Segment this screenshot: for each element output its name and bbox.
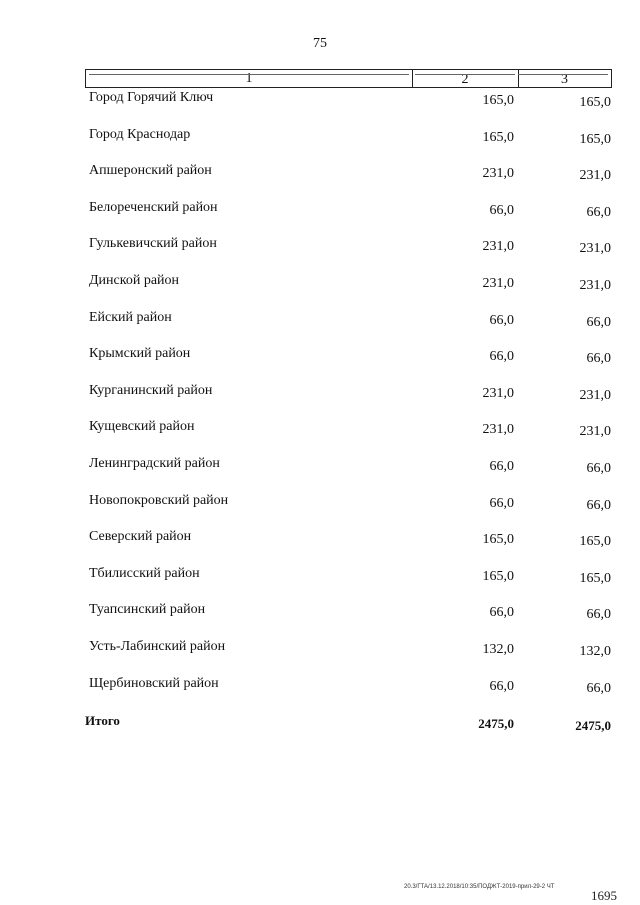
value-col3: 231,0 — [579, 241, 611, 257]
value-col2: 231,0 — [482, 276, 514, 291]
district-name: Курганинский район — [89, 382, 213, 398]
page-number: 75 — [313, 36, 327, 51]
district-name: Гулькевичский район — [89, 236, 217, 252]
district-name: Динской район — [89, 273, 180, 288]
table-row — [0, 90, 640, 112]
district-name: Ленинградский район — [89, 456, 220, 471]
district-name: Щербиновский район — [89, 675, 219, 691]
column-header-2 — [412, 70, 519, 87]
value-col3: 231,0 — [579, 387, 611, 403]
value-col2: 231,0 — [482, 166, 514, 182]
value-col2: 165,0 — [482, 568, 514, 584]
district-name: Усть-Лабинский район — [89, 639, 226, 654]
table-row — [0, 419, 640, 441]
table-row — [0, 200, 640, 222]
district-name: Ейский район — [89, 309, 172, 325]
district-name: Белореченский район — [89, 199, 218, 215]
column-header-1-label: 1 — [245, 71, 253, 86]
district-name: Тбилисский район — [89, 565, 200, 581]
value-col3: 165,0 — [579, 131, 611, 147]
district-name: Кущевский район — [89, 419, 195, 435]
district-name: Северский район — [89, 529, 192, 545]
district-name: Город Краснодар — [89, 126, 191, 142]
value-col2: 165,0 — [482, 532, 514, 548]
value-col3: 231,0 — [579, 278, 611, 293]
column-header-1 — [86, 70, 413, 87]
table-row — [0, 456, 640, 478]
district-name: Крымский район — [89, 346, 191, 362]
value-col3: 66,0 — [586, 314, 611, 330]
value-col2: 165,0 — [482, 129, 514, 145]
value-col3: 165,0 — [579, 95, 611, 110]
value-col3: 165,0 — [579, 570, 611, 586]
table-row — [0, 529, 640, 551]
total-value-col3: 2475,0 — [575, 717, 611, 733]
table-row — [0, 236, 640, 258]
district-name: Город Горячий Ключ — [89, 90, 214, 105]
value-col2: 165,0 — [482, 93, 514, 108]
table-row — [0, 383, 640, 405]
district-name: Туапсинский район — [89, 602, 206, 618]
value-col3: 66,0 — [586, 461, 611, 476]
value-col2: 66,0 — [489, 459, 514, 474]
total-label: Итого — [85, 712, 120, 728]
value-col3: 132,0 — [579, 644, 611, 659]
table-row — [0, 163, 640, 185]
value-col3: 66,0 — [586, 680, 611, 696]
value-col2: 231,0 — [482, 239, 514, 255]
value-col2: 66,0 — [489, 678, 514, 694]
value-col2: 132,0 — [482, 642, 514, 657]
value-col2: 231,0 — [482, 422, 514, 438]
total-value-col2: 2475,0 — [478, 715, 514, 731]
value-col2: 231,0 — [482, 385, 514, 401]
table-row — [0, 127, 640, 149]
table-row — [0, 566, 640, 588]
value-col3: 66,0 — [586, 497, 611, 513]
table-header — [85, 69, 612, 88]
column-header-3-label: 3 — [561, 72, 568, 87]
value-col3: 231,0 — [579, 168, 611, 184]
column-header-2-label: 2 — [461, 72, 469, 87]
value-col3: 66,0 — [586, 351, 611, 367]
total-row — [0, 713, 640, 735]
value-col3: 66,0 — [586, 607, 611, 623]
value-col2: 66,0 — [489, 605, 514, 621]
value-col3: 165,0 — [579, 534, 611, 550]
table-row — [0, 493, 640, 515]
table-row — [0, 346, 640, 368]
table-row — [0, 273, 640, 295]
table-row — [0, 676, 640, 698]
value-col3: 66,0 — [586, 204, 611, 220]
sheet-number: 1695 — [591, 888, 617, 903]
document-stamp: 20.3/ГТА/13.12.2018/10:35/ПОДЖТ-2019-прил-29-2 ЧТ — [404, 884, 555, 890]
value-col2: 66,0 — [489, 312, 514, 328]
column-header-3 — [518, 70, 611, 87]
table-row — [0, 310, 640, 332]
value-col2: 66,0 — [489, 495, 514, 511]
district-name: Апшеронский район — [89, 163, 212, 179]
value-col2: 66,0 — [489, 202, 514, 218]
district-name: Новопокровский район — [89, 492, 229, 508]
table-row — [0, 639, 640, 661]
table-row — [0, 602, 640, 624]
value-col2: 66,0 — [489, 349, 514, 365]
value-col3: 231,0 — [579, 424, 611, 440]
